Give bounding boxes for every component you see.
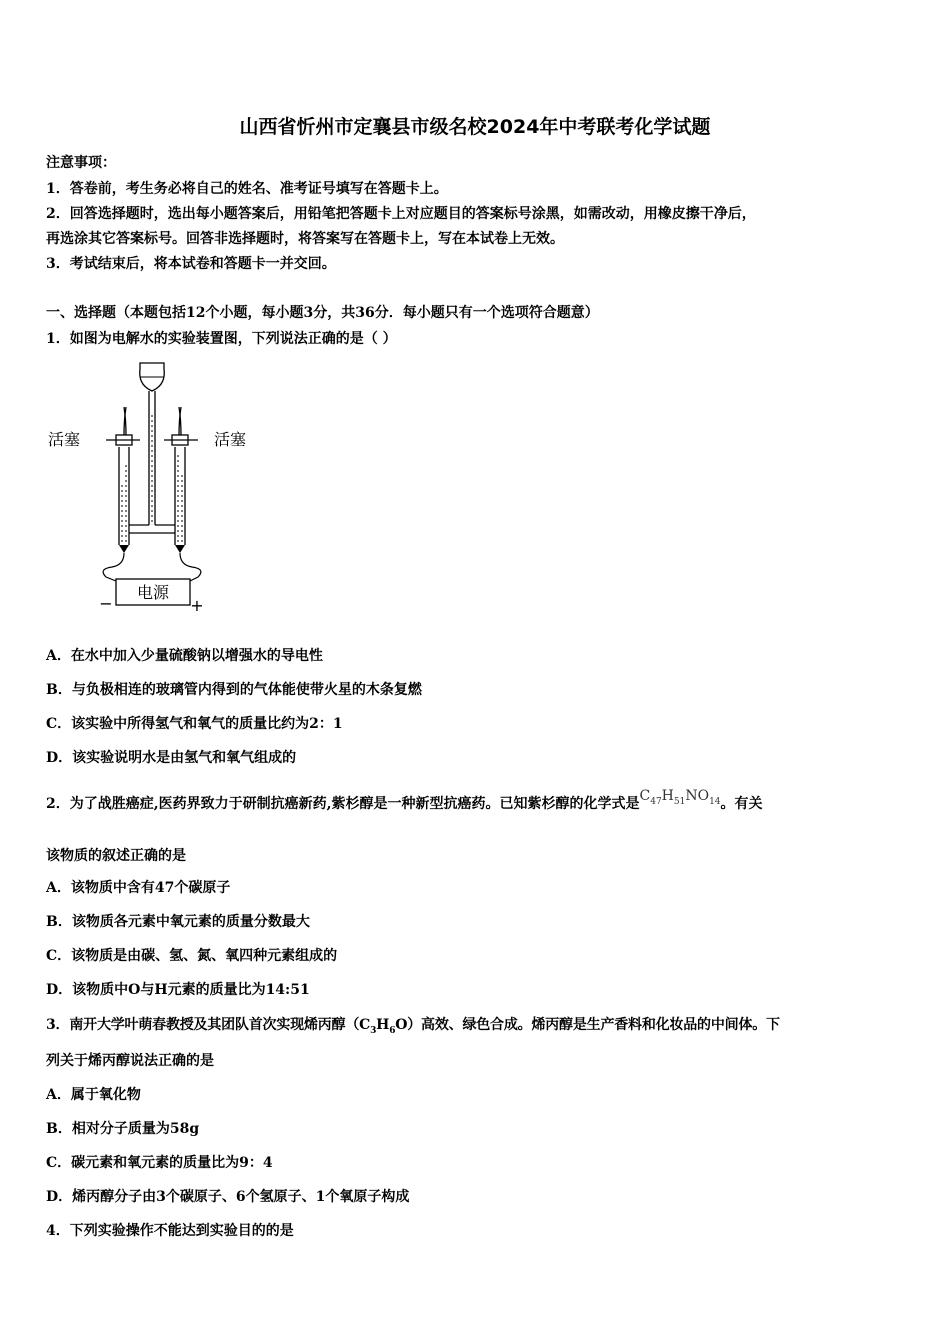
notice-item: 1．答卷前，考生务必将自己的姓名、准考证号填写在答题卡上。 [46, 181, 448, 197]
q3-option-d: D．烯丙醇分子由3个碳原子、6个氢原子、1个氧原子构成 [46, 1189, 410, 1205]
question-1-stem: 1．如图为电解水的实验装置图，下列说法正确的是（ ） [46, 331, 397, 347]
q3-stem-text: 3．南开大学叶萌春教授及其团队首次实现烯丙醇（ [46, 1017, 360, 1033]
question-2-stem [46, 788, 763, 815]
allyl-alcohol-formula: $C_3H_6O$ [359, 1017, 408, 1036]
power-label: 电源 [136, 583, 170, 602]
notice-item: 再选涂其它答案标号。回答非选择题时，将答案写在答题卡上，写在本试卷上无效。 [46, 231, 564, 247]
q1-option-b: B．与负极相连的玻璃管内得到的气体能使带火星的木条复燃 [46, 682, 422, 698]
notice-item: 3．考试结束后，将本试卷和答题卡一并交回。 [46, 256, 336, 272]
question-2-stem-cont: 该物质的叙述正确的是 [46, 848, 186, 864]
stopcock-label-right: 活塞 [214, 430, 247, 449]
q2-stem-end: 。有关 [720, 796, 763, 812]
q1-option-a: A．在水中加入少量硫酸钠以增强水的导电性 [46, 648, 323, 664]
q2-option-b: B．该物质各元素中氧元素的质量分数最大 [46, 914, 310, 930]
page-title: 山西省忻州市定襄县市级名校2024年中考联考化学试题 [239, 116, 711, 138]
electrolysis-apparatus-figure [40, 355, 270, 620]
q1-option-c: C．该实验中所得氢气和氧气的质量比约为2：1 [46, 716, 343, 732]
plus-sign: + [190, 596, 204, 615]
paclitaxel-formula: $C_{47}H_{51}NO_{14}$ [639, 788, 721, 807]
q1-option-d: D．该实验说明水是由氢气和氧气组成的 [46, 750, 297, 766]
q3-option-a: A．属于氧化物 [46, 1087, 141, 1103]
q3-option-b: B．相对分子质量为58g [46, 1121, 200, 1137]
q2-option-d: D．该物质中O与H元素的质量比为14:51 [46, 982, 310, 998]
stopcock-label-left: 活塞 [48, 430, 81, 449]
minus-sign: − [99, 594, 113, 613]
q3-option-c: C．碳元素和氧元素的质量比为9：4 [46, 1155, 273, 1171]
notice-item: 2．回答选择题时，选出每小题答案后，用铅笔把答题卡上对应题目的答案标号涂黑，如需改动，用橡皮擦干净后， [46, 206, 756, 222]
question-3-stem-cont: 列关于烯丙醇说法正确的是 [46, 1053, 214, 1069]
question-4-stem: 4．下列实验操作不能达到实验目的的是 [46, 1223, 294, 1239]
question-3-stem [46, 1014, 780, 1036]
section-heading: 一、选择题（本题包括12个小题，每小题3分，共36分．每小题只有一个选项符合题意） [46, 305, 599, 321]
q3-stem-end: ）高效、绿色合成。烯丙醇是生产香料和化妆品的中间体。下 [407, 1017, 780, 1033]
notice-heading: 注意事项： [46, 155, 116, 171]
q2-stem-text: 2．为了战胜癌症,医药界致力于研制抗癌新药,紫杉醇是一种新型抗癌药。已知紫杉醇的化学式是 [46, 796, 640, 812]
q2-option-c: C．该物质是由碳、氢、氮、氧四种元素组成的 [46, 948, 338, 964]
q2-option-a: A．该物质中含有47个碳原子 [46, 880, 231, 896]
